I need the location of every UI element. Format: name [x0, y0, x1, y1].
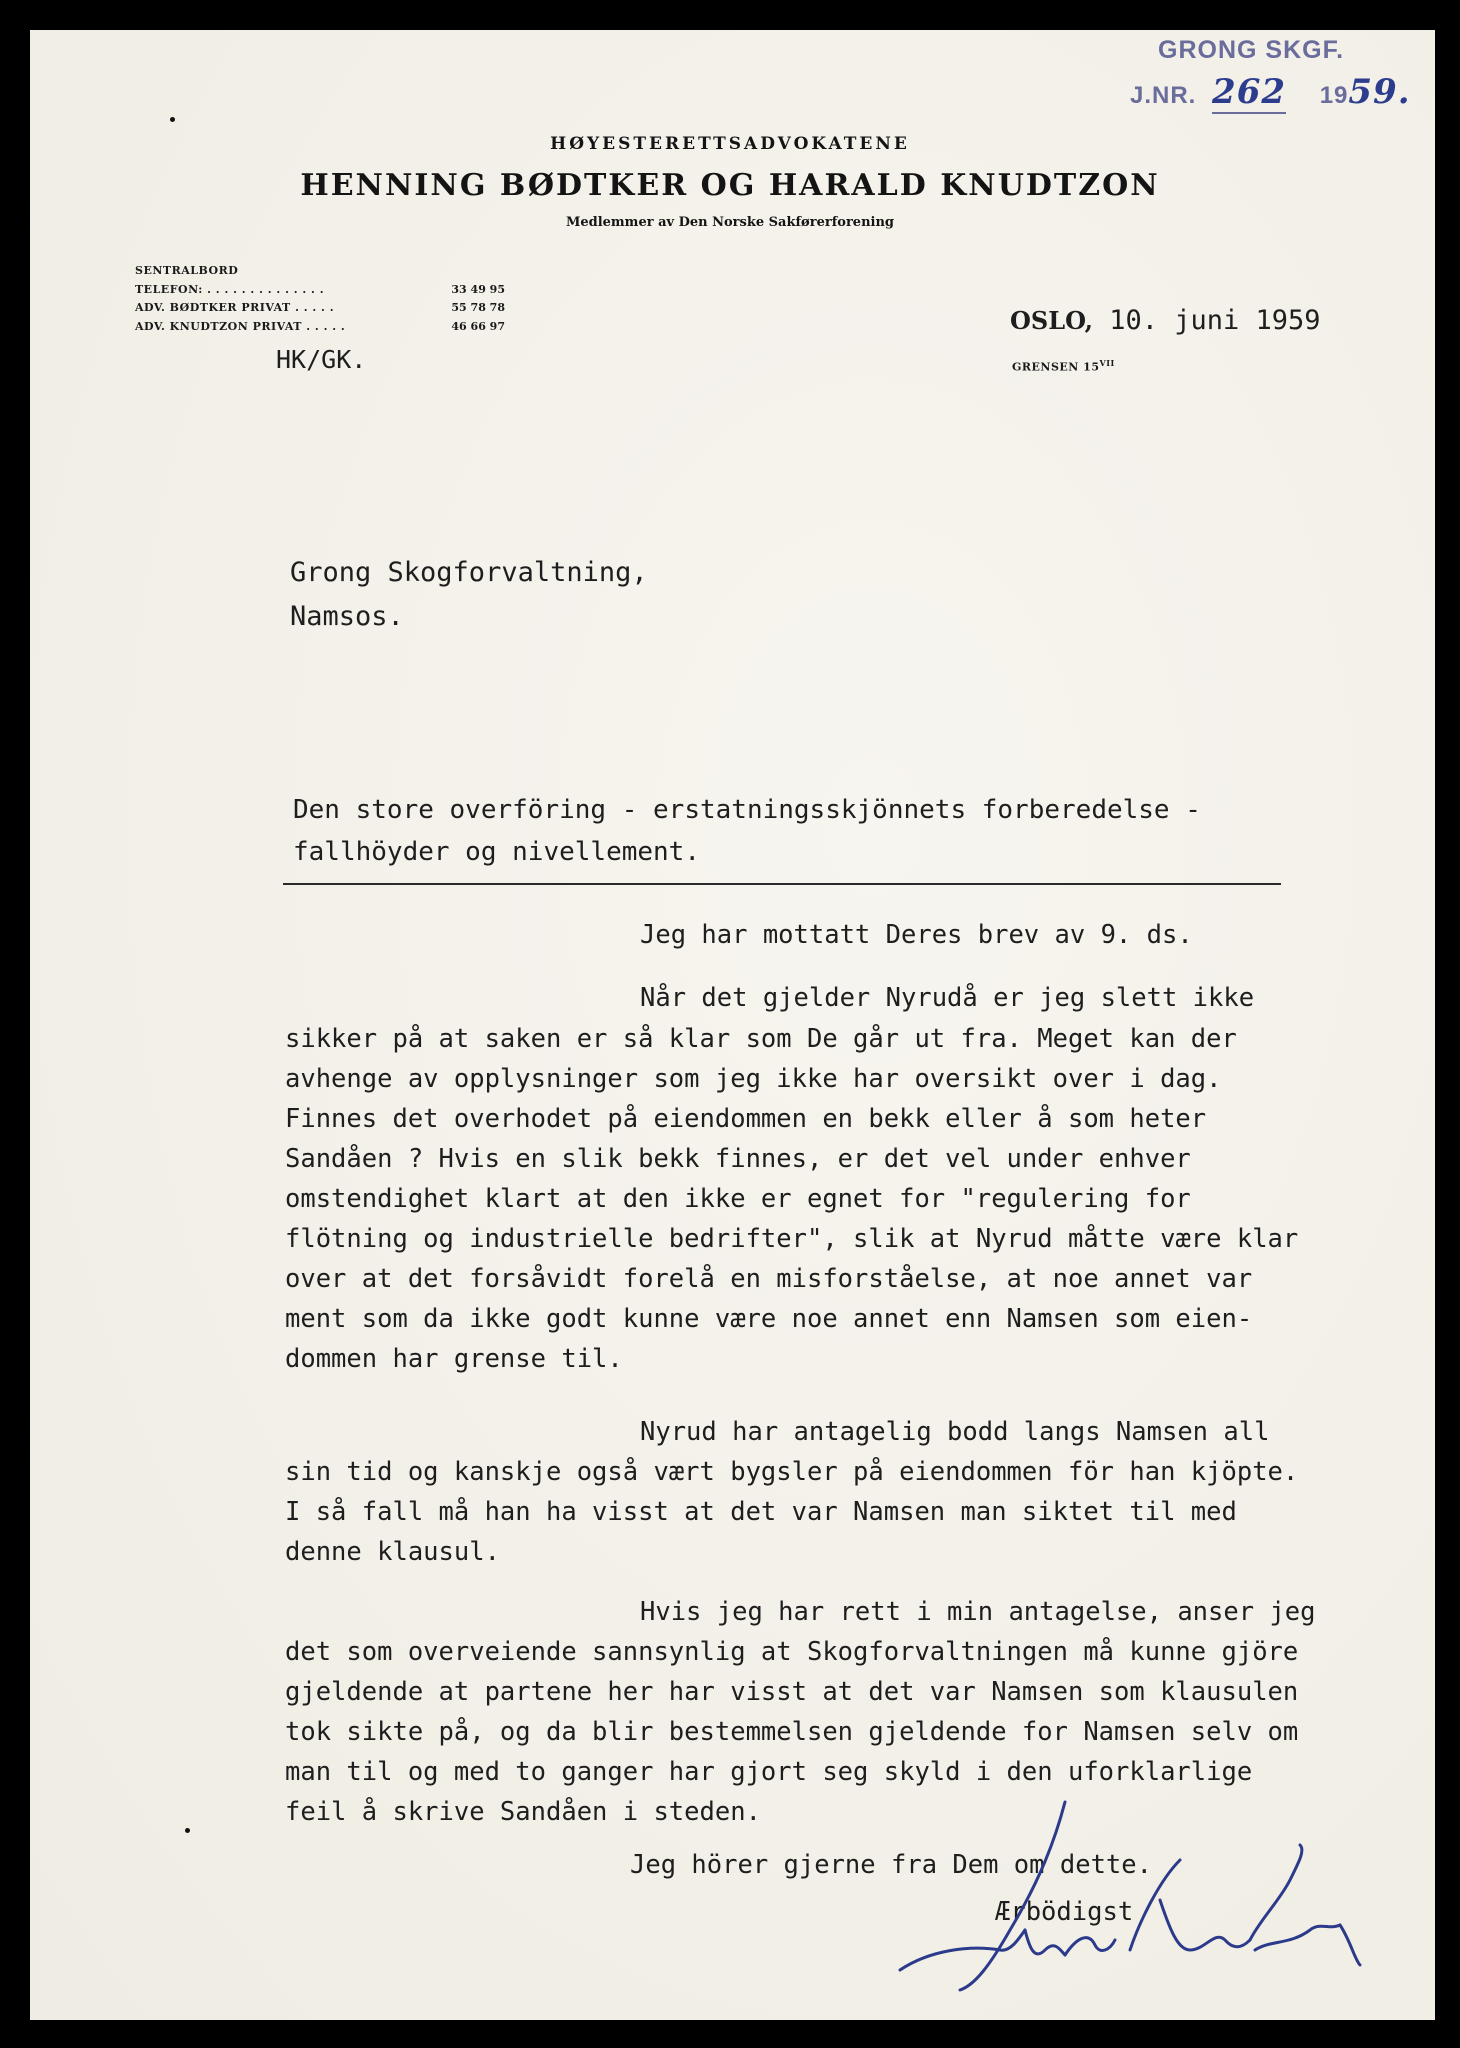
phone-row: TELEFON: . . . . . . . . . . . . . . 33 49 95 — [135, 282, 505, 296]
body-line: dommen har grense til. — [285, 1344, 623, 1374]
subject-line-1: Den store overföring - erstatningsskjönnets forberedelse - — [293, 795, 1201, 825]
closing-salutation: Ærbödigst — [995, 1897, 1134, 1927]
body-line: det som overveiende sannsynlig at Skogforvaltningen må kunne gjöre — [285, 1637, 1299, 1667]
body-line: Sandåen ? Hvis en slik bekk finnes, er det vel under enhver — [285, 1144, 1191, 1174]
body-line: Finnes det overhodet på eiendommen en bekk eller å som heter — [285, 1104, 1207, 1134]
letterhead-membership: Medlemmer av Den Norske Sakførerforening — [565, 215, 895, 230]
body-line: Nyrud har antagelig bodd langs Namsen all — [640, 1417, 1270, 1447]
date-text: 10. juni 1959 — [1109, 305, 1321, 336]
body-line: Hvis jeg har rett i min antagelse, anser jeg — [640, 1597, 1316, 1627]
margin-mark — [170, 117, 175, 122]
phone-heading: SENTRALBORD — [135, 264, 239, 277]
letterhead-title: HØYESTERETTSADVOKATENE — [550, 134, 910, 154]
stamp-journal-number — [1130, 72, 1411, 112]
body-line: sikker på at saken er så klar som De går ut fra. Meget kan der — [285, 1024, 1237, 1054]
stamp-year-handwritten: 59. — [1348, 72, 1411, 112]
phone-row: ADV. KNUDTZON PRIVAT . . . . . 46 66 97 — [135, 319, 505, 333]
recipient-city: Namsos. — [290, 601, 404, 632]
recipient-name: Grong Skogforvaltning, — [290, 557, 648, 588]
body-line: denne klausul. — [285, 1537, 500, 1567]
body-line: tok sikte på, og da blir bestemmelsen gjeldende for Namsen selv om — [285, 1717, 1299, 1747]
body-line: sin tid og kanskje også vært bygsler på eiendommen för han kjöpte. — [285, 1457, 1299, 1487]
body-line: flötning og industrielle bedrifter", slik at Nyrud måtte være klar — [285, 1224, 1299, 1254]
street-address: GRENSEN $15^{VII}$ — [1012, 358, 1115, 374]
body-line: Når det gjelder Nyrudå er jeg slett ikke — [640, 983, 1255, 1013]
body-line: feil å skrive Sandåen i steden. — [285, 1797, 761, 1827]
body-line: I så fall må han ha visst at det var Namsen man siktet til med — [285, 1497, 1237, 1527]
body-line: ment som da ikke godt kunne være noe annet enn Namsen som eien- — [285, 1304, 1253, 1334]
stamp-year-printed: 19 — [1319, 82, 1349, 109]
letter-date — [1010, 305, 1321, 336]
phone-directory — [135, 262, 505, 336]
body-line: omstendighet klart at den ikke er egnet for "regulering for — [285, 1184, 1191, 1214]
margin-mark — [185, 1828, 190, 1833]
stamp-office: GRONG SKGF. — [1158, 36, 1345, 64]
body-line: Jeg hörer gjerne fra Dem om dette. — [630, 1850, 1152, 1880]
body-line: gjeldende at partene her har visst at det var Namsen som klausulen — [285, 1677, 1299, 1707]
body-line: avhenge av opplysninger som jeg ikke har oversikt over i dag. — [285, 1064, 1222, 1094]
phone-row: ADV. BØDTKER PRIVAT . . . . . 55 78 78 — [135, 301, 505, 314]
subject-underline — [283, 883, 1281, 885]
body-line: man til og med to ganger har gjort seg skyld i den uforklarlige — [285, 1757, 1253, 1787]
stamp-jnr-value: 262 — [1212, 72, 1287, 112]
letterhead-firm: HENNING BØDTKER OG HARALD KNUDTZON — [300, 168, 1160, 203]
reference-code: HK/GK. — [276, 345, 367, 374]
journal-stamp — [1130, 32, 1420, 112]
date-city: OSLO, — [1010, 306, 1093, 335]
subject-line-2: fallhöyder og nivellement. — [293, 837, 700, 867]
body-line: Jeg har mottatt Deres brev av 9. ds. — [640, 920, 1193, 950]
stamp-jnr-label: J.NR. — [1130, 82, 1197, 109]
body-line: over at det forsåvidt forelå en misforståelse, at noe annet var — [285, 1264, 1253, 1294]
handwritten-signature — [860, 1800, 1380, 2000]
